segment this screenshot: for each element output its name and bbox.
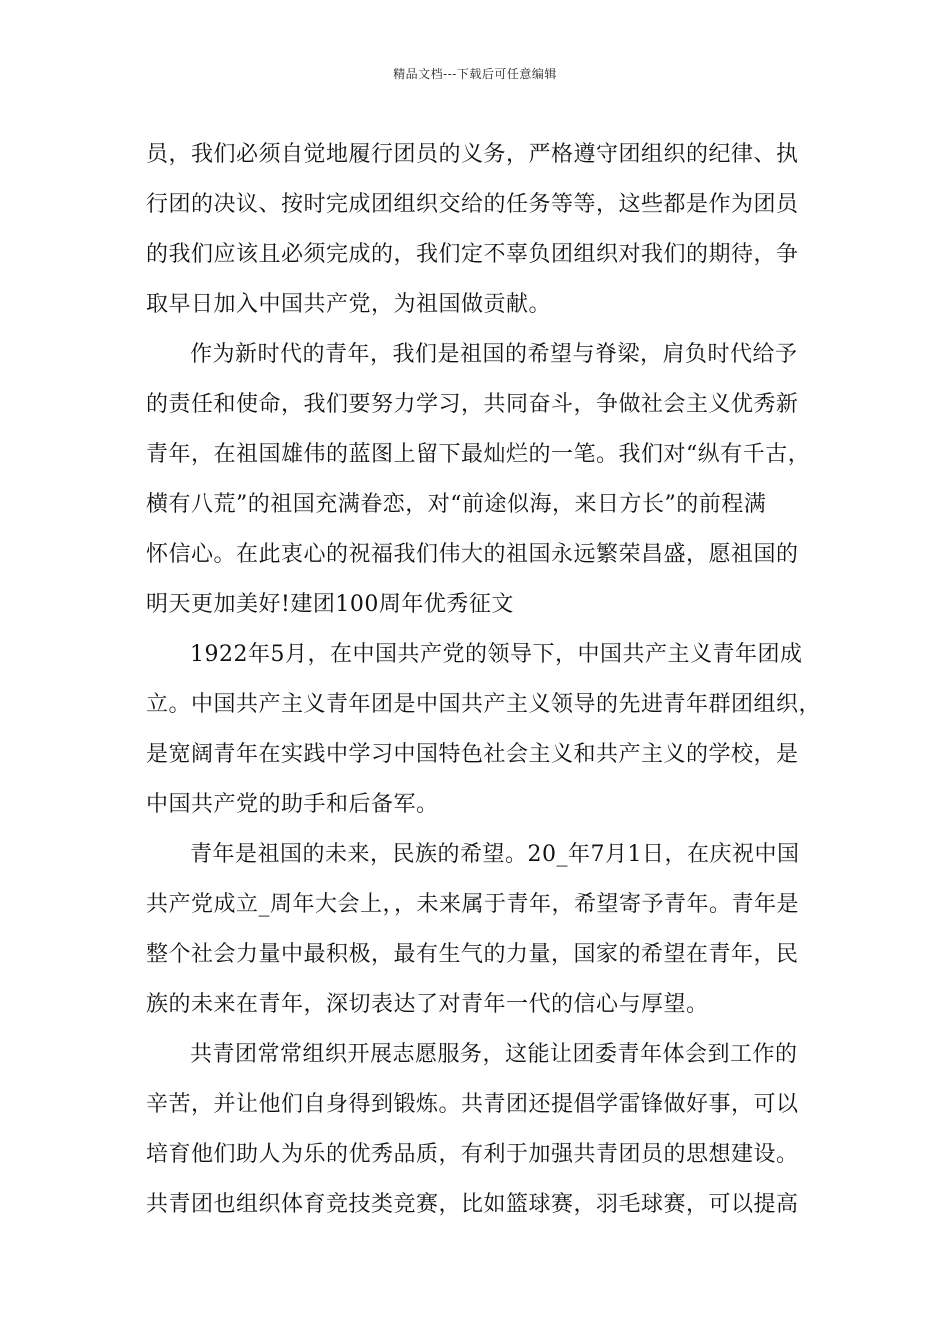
- text-line: 中国共产党的助手和后备军。: [146, 792, 439, 817]
- text-line: 共青团也组织体育竞技类竞赛，比如篮球赛，羽毛球赛，可以提高: [146, 1192, 799, 1217]
- text-line: 是宽阔青年在实践中学习中国特色社会主义和共产主义的学校，是: [146, 742, 799, 767]
- text-line: 员，我们必须自觉地履行团员的义务，严格遵守团组织的纪律、执: [146, 142, 799, 167]
- text-line: 辛苦，并让他们自身得到锻炼。共青团还提倡学雷锋做好事，可以: [146, 1092, 799, 1117]
- text-line: 取早日加入中国共产党，为祖国做贡献。: [146, 292, 552, 317]
- document-body: [146, 130, 836, 1230]
- text-line: 的责任和使命，我们要努力学习，共同奋斗，争做社会主义优秀新: [146, 392, 799, 417]
- paragraph-first-line: 青年是祖国的未来，民族的希望。20_年7月1日，在庆祝中国: [190, 842, 800, 867]
- text-line: 立。中国共产主义青年团是中国共产主义领导的先进青年群团组织，: [146, 692, 822, 717]
- text-line: 怀信心。在此衷心的祝福我们伟大的祖国永远繁荣昌盛，愿祖国的: [146, 542, 799, 567]
- text-line: 行团的决议、按时完成团组织交给的任务等等，这些都是作为团员: [146, 192, 799, 217]
- text-line: 整个社会力量中最积极，最有生气的力量，国家的希望在青年，民: [146, 942, 799, 967]
- text-line: 青年，在祖国雄伟的蓝图上留下最灿烂的一笔。我们对“纵有千古，: [146, 442, 811, 467]
- text-line: 族的未来在青年，深切表达了对青年一代的信心与厚望。: [146, 992, 709, 1017]
- text-line: 培育他们助人为乐的优秀品质，有利于加强共青团员的思想建设。: [146, 1142, 799, 1167]
- text-line: 的我们应该且必须完成的，我们定不辜负团组织对我们的期待，争: [146, 242, 799, 267]
- text-line: 横有八荒”的祖国充满眷恋，对“前途似海，来日方长”的前程满: [146, 492, 767, 517]
- text-line: 共产党成立_周年大会上，，未来属于青年，希望寄予青年。青年是: [146, 892, 800, 917]
- paragraph-first-line: 作为新时代的青年，我们是祖国的希望与脊梁，肩负时代给予: [190, 342, 798, 367]
- page-header: 精品文档---下载后可任意编辑: [393, 67, 557, 81]
- paragraph-first-line: 共青团常常组织开展志愿服务，这能让团委青年体会到工作的: [190, 1042, 798, 1067]
- text-line: 明天更加美好!建团100周年优秀征文: [146, 592, 514, 617]
- paragraph-first-line: 1922年5月，在中国共产党的领导下，中国共产主义青年团成: [190, 642, 803, 667]
